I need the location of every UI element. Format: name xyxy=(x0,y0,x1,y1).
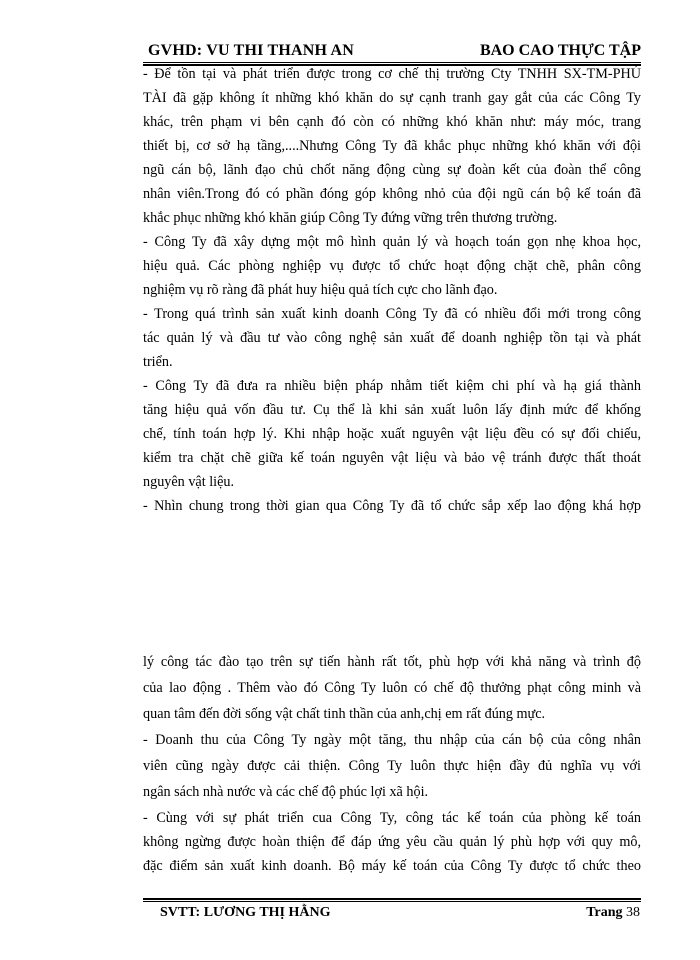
text-line: chế, tính toán hợp lý. Khi nhập hoặc xuất nguyên vật liệu đều có sự đối chiếu, xyxy=(143,426,641,442)
text-line: - Trong quá trình sản xuất kinh doanh Công Ty đã có nhiều đổi mới trong công xyxy=(143,306,641,322)
text-line: - Để tồn tại và phát triển được trong cơ chế thị trường Cty TNHH SX-TM-PHÚ xyxy=(143,66,641,82)
text-line: nguyên vật liệu. xyxy=(143,474,235,490)
text-line: khắc phục những khó khăn giúp Công Ty đứng vững trên thương trường. xyxy=(143,210,558,226)
text-line: kiểm tra chặt chẽ giữa kế toán nguyên vật liệu và bảo vệ tránh được thất thoát xyxy=(143,450,641,466)
page-number: 38 xyxy=(626,905,640,920)
footer-student: SVTT: LƯƠNG THỊ HẰNG xyxy=(160,905,331,920)
text-line: - Doanh thu của Công Ty ngày một tăng, thu nhập của cán bộ của công nhân xyxy=(143,732,641,748)
text-line: - Cùng với sự phát triển cua Công Ty, công tác kế toán của phòng kế toán xyxy=(143,810,641,826)
text-line: đặc điểm sản xuất kinh doanh. Bộ máy kế toán của Công Ty được tổ chức theo xyxy=(143,858,641,874)
footer-page-indicator xyxy=(586,905,640,921)
text-line: nhân viên.Trong đó có phần đóng góp không nhỏ của đội ngũ cán bộ kế toán đã xyxy=(143,186,641,202)
header-rule-thin xyxy=(143,62,641,63)
text-line: lý công tác đào tạo trên sự tiến hành rất tốt, phù hợp với khả năng và trình độ xyxy=(143,654,641,670)
text-line: của lao động . Thêm vào đó Công Ty luôn có chế độ thưởng phạt công minh và xyxy=(143,680,641,696)
text-line: khác, trên phạm vi bên cạnh đó còn có những khó khăn như: máy móc, trang xyxy=(143,114,641,130)
page-header xyxy=(143,42,641,62)
text-line: hiệu quả. Các phòng nghiệp vụ được tổ chức hoạt động chặt chẽ, phân công xyxy=(143,258,641,274)
text-line: - Nhìn chung trong thời gian qua Công Ty đã tổ chức sắp xếp lao động khá hợp xyxy=(143,498,641,514)
text-line: TÀI đã gặp không ít những khó khăn do sự cạnh tranh gay gắt của các Công Ty xyxy=(143,90,641,106)
text-line: - Công Ty đã xây dựng một mô hình quản lý và hoạch toán gọn nhẹ khoa học, xyxy=(143,234,641,250)
text-line: nghiệm vụ rõ ràng đã phát huy hiệu quả tích cực cho lãnh đạo. xyxy=(143,282,498,298)
text-line: không ngừng được hoàn thiện để đáp ứng yêu cầu quản lý phù hợp với quy mô, xyxy=(143,834,641,850)
text-line: viên cũng ngày được cải thiện. Công Ty luôn thực hiện đầy đủ nghĩa vụ với xyxy=(143,758,641,774)
header-instructor: GVHD: VU THI THANH AN xyxy=(148,42,355,59)
text-line: tác quản lý và đầu tư vào công nghệ sản xuất để doanh nghiệp tồn tại và phát xyxy=(143,330,641,346)
text-line: tăng hiệu quả vốn đầu tư. Cụ thể là khi sản xuất luôn lấy định mức để khống xyxy=(143,402,641,418)
text-line: triển. xyxy=(143,354,173,370)
text-line: quan tâm đến đời sống vật chất tinh thần của anh,chị em rất đúng mực. xyxy=(143,706,546,722)
page-label: Trang xyxy=(586,905,623,920)
header-report-title: BAO CAO THỰC TẬP xyxy=(479,42,641,59)
text-line: thiết bị, cơ sở hạ tầng,....Nhưng Công Ty đã khắc phục những khó khăn với đội xyxy=(143,138,641,154)
text-line: ngân sách nhà nước và các chế độ phúc lợi xã hội. xyxy=(143,784,429,800)
text-line: ngũ cán bộ, lãnh đạo chủ chốt năng động cùng sự đoàn kết của đoàn thể công xyxy=(143,162,641,178)
text-line: - Công Ty đã đưa ra nhiều biện pháp nhằm tiết kiệm chi phí và hạ giá thành xyxy=(143,378,641,394)
footer-rule-thin xyxy=(143,901,641,902)
footer-rule-thick xyxy=(143,898,641,900)
